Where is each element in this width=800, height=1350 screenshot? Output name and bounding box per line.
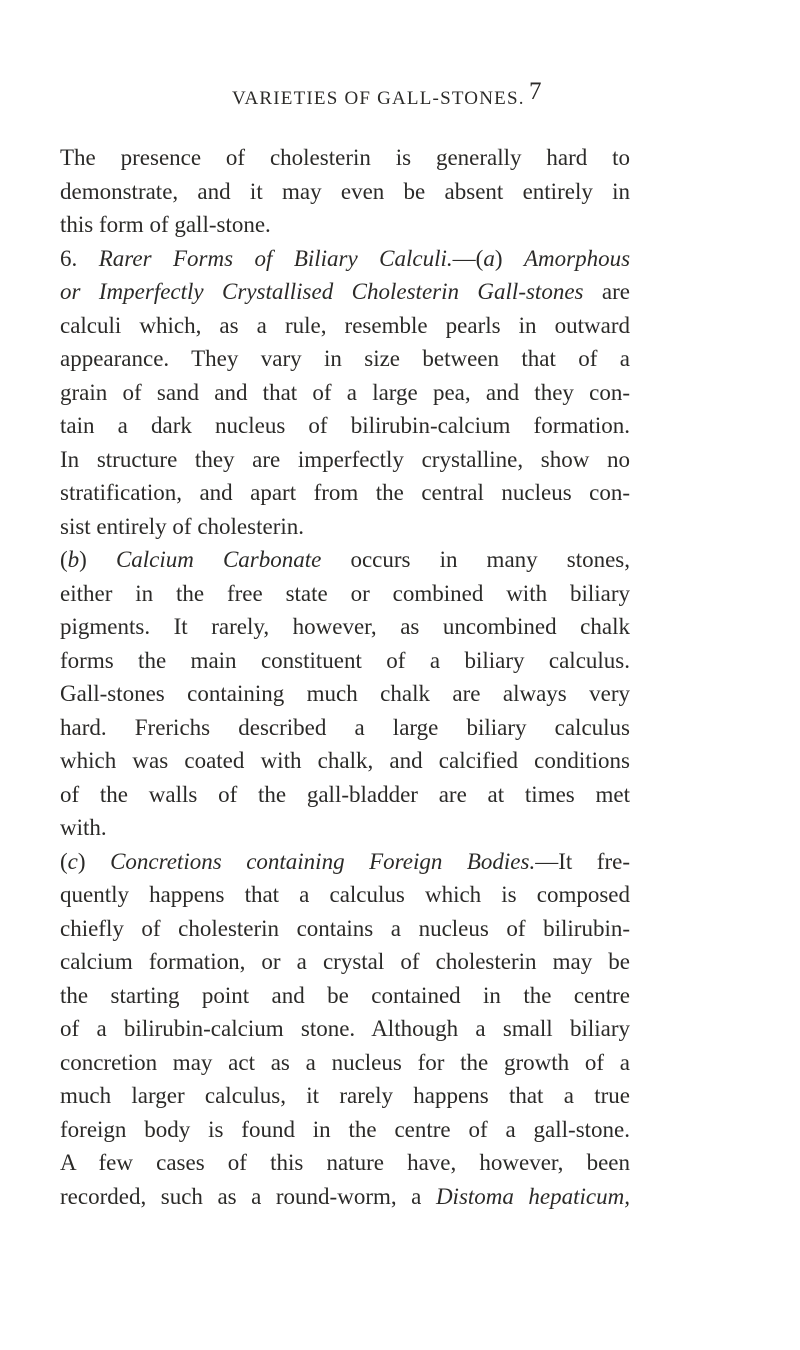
text-line bbox=[60, 979, 630, 1013]
text-line bbox=[60, 342, 630, 376]
text-line bbox=[60, 1046, 630, 1080]
text-line bbox=[60, 309, 630, 343]
text-segment: chiefly of cholesterin contains a nucleus of bilirubin- bbox=[60, 915, 630, 941]
text-line bbox=[60, 744, 630, 778]
text-segment: this form of gall-stone. bbox=[60, 212, 271, 237]
text-line bbox=[60, 677, 630, 711]
text-line bbox=[60, 610, 630, 644]
text-segment: occurs in many stones, bbox=[321, 547, 630, 572]
text-segment: ) bbox=[494, 245, 524, 271]
text-line bbox=[60, 1079, 630, 1113]
text-line bbox=[60, 912, 630, 946]
text-line bbox=[60, 476, 630, 510]
text-line bbox=[60, 577, 630, 611]
text-line bbox=[60, 175, 630, 209]
text-segment: tain a dark nucleus of bilirubin-calcium formation. bbox=[60, 413, 630, 438]
text-line bbox=[60, 711, 630, 745]
text-segment: concretion may act as a nucleus for the growth of a bbox=[60, 1049, 630, 1075]
text-segment: much larger calculus, it rarely happens that a true bbox=[60, 1083, 630, 1108]
text-segment: ( bbox=[60, 848, 68, 874]
italic-text: Rarer Forms of Biliary Calculi. bbox=[98, 245, 453, 271]
text-segment: —( bbox=[452, 245, 484, 271]
text-segment: foreign body is found in the centre of a gall-stone. bbox=[60, 1116, 630, 1142]
text-line bbox=[60, 376, 630, 410]
page-header bbox=[0, 78, 800, 118]
text-segment: stratification, and apart from the central nucleus con- bbox=[60, 480, 630, 505]
text-segment: pigments. It rarely, however, as uncombined chalk bbox=[60, 614, 630, 639]
text-segment: of the walls of the gall-bladder are at times met bbox=[60, 781, 630, 807]
running-title: VARIETIES OF GALL-STONES. bbox=[232, 88, 525, 109]
body-text bbox=[60, 141, 630, 1213]
text-line bbox=[60, 141, 630, 175]
text-line bbox=[60, 1012, 630, 1046]
text-segment: 6. bbox=[60, 245, 99, 271]
text-segment: —It fre- bbox=[535, 848, 630, 874]
text-segment: either in the free state or combined with biliary bbox=[60, 580, 630, 606]
text-segment: ( bbox=[60, 547, 68, 572]
text-segment: A few cases of this nature have, however, been bbox=[60, 1150, 630, 1175]
text-line bbox=[60, 208, 630, 242]
italic-text: c bbox=[67, 848, 78, 874]
text-segment: of a bilirubin-calcium stone. Although a small biliary bbox=[60, 1016, 630, 1041]
text-segment: appearance. They vary in size between that of a bbox=[60, 346, 630, 371]
text-line bbox=[60, 945, 630, 979]
text-segment: demonstrate, and it may even be absent entirely in bbox=[60, 178, 630, 204]
text-segment: forms the main constituent of a biliary calculus. bbox=[60, 647, 630, 673]
text-segment: calcium formation, or a crystal of cholesterin may be bbox=[60, 949, 630, 974]
text-line bbox=[60, 778, 630, 812]
text-segment: In structure they are imperfectly crystalline, show no bbox=[60, 446, 630, 472]
text-line bbox=[60, 1146, 630, 1180]
italic-text: or Imperfectly Crystallised Cholesterin Gall-stones bbox=[60, 279, 584, 304]
text-line bbox=[60, 275, 630, 309]
text-line bbox=[60, 811, 630, 845]
italic-text: Amorphous bbox=[523, 245, 631, 271]
text-segment: the starting point and be contained in the centre bbox=[60, 982, 630, 1008]
text-segment: quently happens that a calculus which is composed bbox=[60, 882, 630, 907]
text-segment: Gall-stones containing much chalk are always very bbox=[60, 681, 630, 706]
italic-text: Distoma hepaticum, bbox=[435, 1183, 630, 1209]
italic-text: Concretions containing Foreign Bodies. bbox=[110, 848, 536, 874]
text-line bbox=[60, 878, 630, 912]
text-segment: ) bbox=[79, 547, 116, 572]
text-segment: The presence of cholesterin is generally hard to bbox=[60, 145, 630, 170]
text-line bbox=[60, 1180, 630, 1214]
text-segment: which was coated with chalk, and calcified conditions bbox=[60, 748, 630, 773]
text-segment: sist entirely of cholesterin. bbox=[60, 513, 304, 539]
text-segment: grain of sand and that of a large pea, and they con- bbox=[60, 379, 630, 405]
text-line bbox=[60, 845, 630, 879]
text-segment: hard. Frerichs described a large biliary calculus bbox=[60, 714, 630, 740]
text-line bbox=[60, 543, 630, 577]
text-line bbox=[60, 1113, 630, 1147]
italic-text: b bbox=[67, 547, 80, 572]
italic-text: a bbox=[483, 245, 495, 271]
text-segment: calculi which, as a rule, resemble pearls in outward bbox=[60, 312, 630, 338]
text-line bbox=[60, 510, 630, 544]
text-line bbox=[60, 409, 630, 443]
text-line bbox=[60, 644, 630, 678]
text-segment: recorded, such as a round-worm, a bbox=[60, 1183, 436, 1209]
italic-text: Calcium Carbonate bbox=[115, 547, 322, 572]
text-line bbox=[60, 443, 630, 477]
text-segment: ) bbox=[77, 848, 111, 874]
text-segment: are bbox=[583, 279, 630, 304]
text-line bbox=[60, 242, 630, 276]
page-number: 7 bbox=[529, 78, 542, 105]
text-segment: with. bbox=[60, 815, 107, 840]
